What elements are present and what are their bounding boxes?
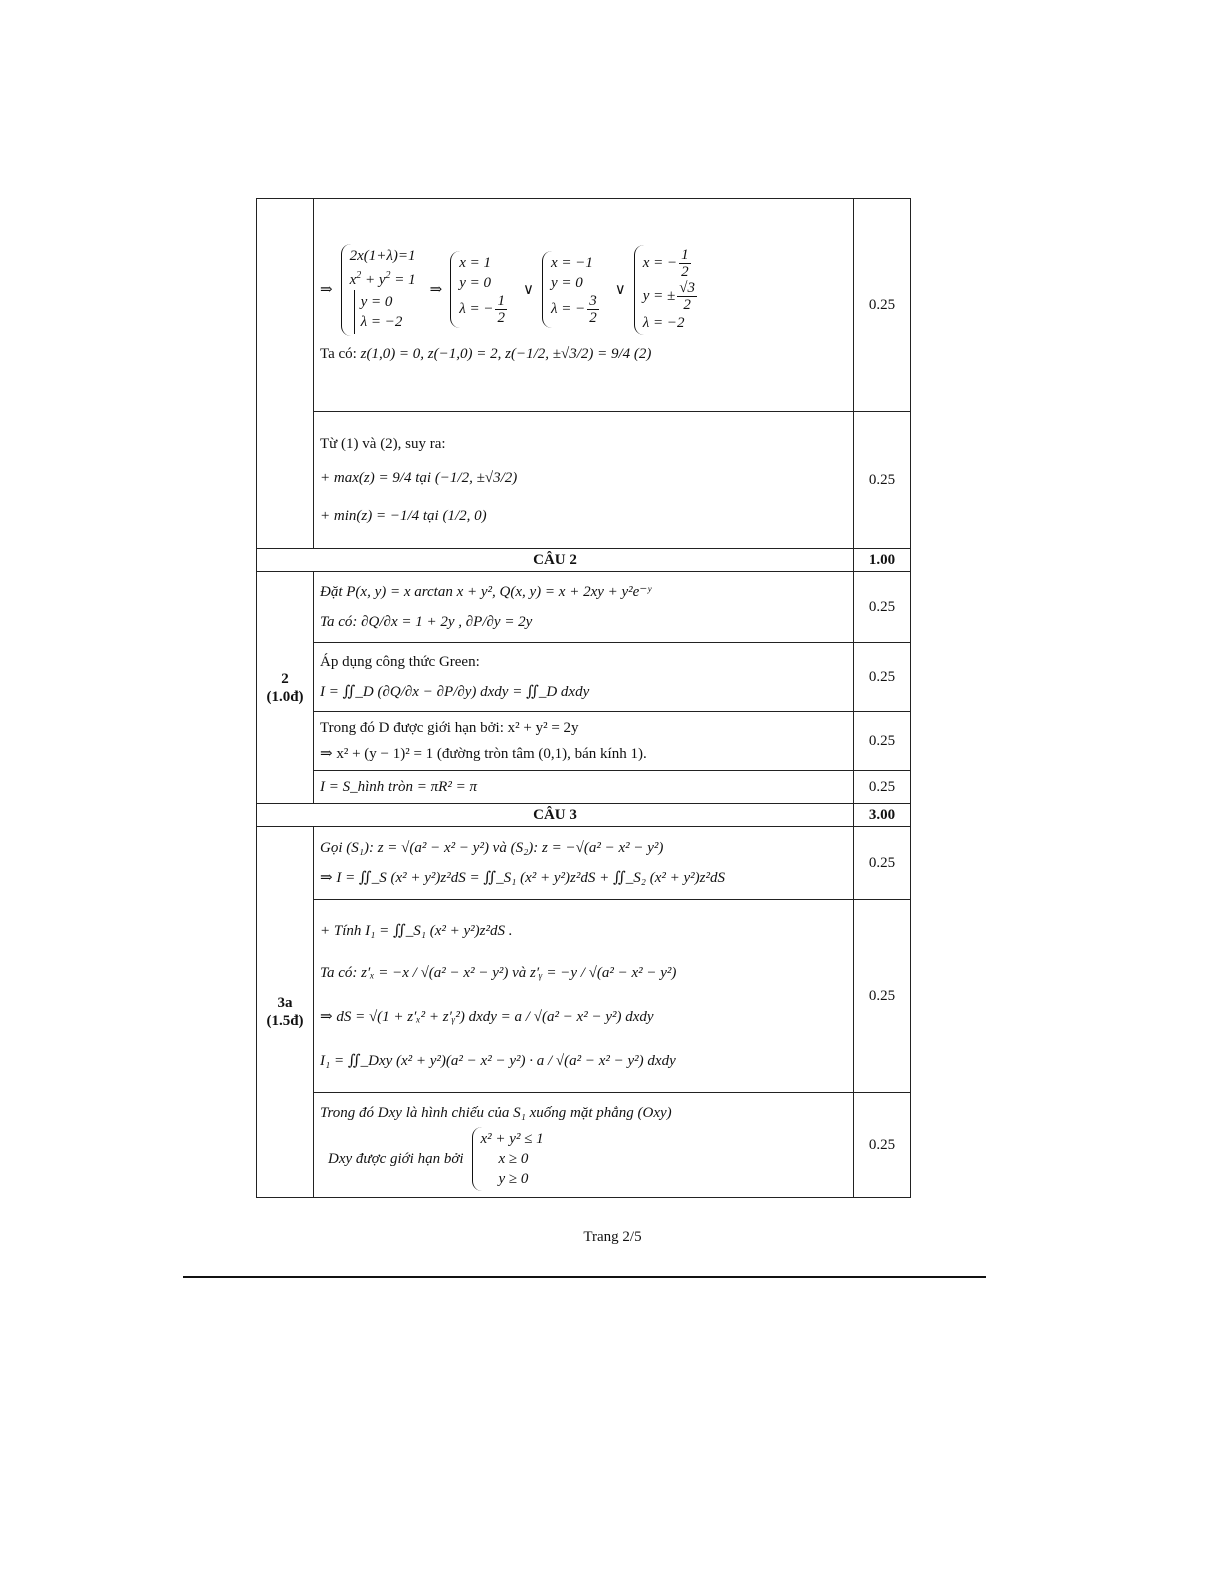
projection-line: Trong đó Dxy là hình chiếu của S₁ xuống mặt phẳng (Oxy) bbox=[320, 1104, 672, 1121]
region-condition: x² + y² ≤ 1 bbox=[480, 1130, 544, 1147]
table-row bbox=[257, 827, 911, 900]
page-number: Trang 2/5 bbox=[583, 1229, 642, 1245]
score-cell: 0.25 bbox=[854, 900, 911, 1093]
ta-co-expression: z(1,0) = 0, z(−1,0) = 2, z(−1/2, ±√3/2) = 9/4 (2) bbox=[360, 345, 652, 362]
content-cell bbox=[314, 900, 854, 1093]
question-cell bbox=[257, 572, 314, 804]
table-row bbox=[257, 712, 911, 771]
system-of-equations: ⇒ 2x(1+λ)=1 $x^2 + y^2 = 1$ y = 0 λ = −2 ⇒ x = 1 y = 0 λ = − $\frac{1}{2}$ ∨ x = −1 y = 0 λ = − $\frac{3}{2}$ ∨ x = − $\frac{1}{2}$ y = ± $\frac{√3}{2}$ λ = −2 bbox=[320, 244, 847, 336]
question-cell bbox=[257, 827, 314, 1198]
score-cell: 0.25 bbox=[854, 712, 911, 771]
section-score: 3.00 bbox=[854, 804, 911, 827]
conclusion-intro: Từ (1) và (2), suy ra: bbox=[320, 436, 446, 452]
derivative-line: Ta có: ∂Q/∂x = 1 + 2y , ∂P/∂y = 2y bbox=[320, 614, 533, 630]
table-row bbox=[257, 199, 911, 412]
content-cell bbox=[314, 827, 854, 900]
green-title: Áp dụng công thức Green: bbox=[320, 654, 480, 670]
section-title: CÂU 2 bbox=[257, 549, 854, 572]
table-row bbox=[257, 900, 911, 1093]
compute-i1: + Tính I₁ = ∬_S₁ (x² + y²)z²dS . bbox=[320, 923, 513, 939]
score-cell: 0.25 bbox=[854, 1093, 911, 1198]
max-line: + max(z) = 9/4 tại (−1/2, ±√3/2) bbox=[320, 470, 518, 486]
table-row bbox=[257, 1093, 911, 1198]
content-cell bbox=[314, 1093, 854, 1198]
content-cell bbox=[314, 412, 854, 549]
question-points: (1.5đ) bbox=[266, 1013, 304, 1029]
region-system bbox=[320, 1127, 847, 1191]
score-cell: 0.25 bbox=[854, 572, 911, 643]
content-cell bbox=[314, 771, 854, 804]
content-cell bbox=[314, 643, 854, 712]
table-row bbox=[257, 771, 911, 804]
region-label: Dxy được giới hạn bởi bbox=[328, 1150, 464, 1167]
domain-line: Trong đó D được giới hạn bởi: x² + y² = 2y bbox=[320, 720, 579, 736]
score-cell: 0.25 bbox=[854, 771, 911, 804]
content-cell bbox=[314, 712, 854, 771]
section-score: 1.00 bbox=[854, 549, 911, 572]
question-cell-empty bbox=[257, 199, 314, 549]
section-title: CÂU 3 bbox=[257, 804, 854, 827]
question-number: 2 bbox=[281, 670, 289, 687]
question-number: 3a bbox=[277, 995, 293, 1011]
definition-line: Đặt P(x, y) = x arctan x + y², Q(x, y) = x + 2xy + y²e⁻ʸ bbox=[320, 584, 652, 600]
region-condition: x ≥ 0 bbox=[498, 1150, 529, 1167]
area-result: I = S_hình tròn = πR² = π bbox=[320, 779, 477, 795]
ta-co-line bbox=[320, 344, 847, 364]
score-cell: 0.25 bbox=[854, 199, 911, 412]
min-line: + min(z) = −1/4 tại (1/2, 0) bbox=[320, 508, 487, 524]
page-divider bbox=[183, 1276, 986, 1278]
score-cell: 0.25 bbox=[854, 643, 911, 712]
score-cell: 0.25 bbox=[854, 827, 911, 900]
table-row bbox=[257, 572, 911, 643]
content-cell bbox=[314, 199, 854, 412]
score-cell: 0.25 bbox=[854, 412, 911, 549]
circle-line: ⇒ x² + (y − 1)² = 1 (đường tròn tâm (0,1), bán kính 1). bbox=[320, 746, 647, 762]
section-header-row bbox=[257, 549, 911, 572]
ta-co-label: Ta có: bbox=[320, 345, 357, 362]
question-points: (1.0đ) bbox=[266, 688, 304, 705]
table-row bbox=[257, 412, 911, 549]
section-header-row bbox=[257, 804, 911, 827]
i1-formula: I₁ = ∬_Dxy (x² + y²)(a² − x² − y²) · a / √(a² − x² − y²) dxdy bbox=[320, 1053, 676, 1069]
ds-formula: ⇒ dS = √(1 + z′ₓ² + z′ᵧ²) dxdy = a / √(a² − x² − y²) dxdy bbox=[320, 1009, 654, 1025]
integral-split: ⇒ I = ∬_S (x² + y²)z²dS = ∬_S₁ (x² + y²)z²dS + ∬_S₂ (x² + y²)z²dS bbox=[320, 870, 725, 886]
content-cell bbox=[314, 572, 854, 643]
green-formula: I = ∬_D (∂Q/∂x − ∂P/∂y) dxdy = ∬_D dxdy bbox=[320, 684, 590, 700]
table-row bbox=[257, 643, 911, 712]
partial-derivatives: Ta có: z′ₓ = −x / √(a² − x² − y²) và z′ᵧ = −y / √(a² − x² − y²) bbox=[320, 965, 677, 981]
surface-definition: Gọi (S₁): z = √(a² − x² − y²) và (S₂): z = −√(a² − x² − y²) bbox=[320, 840, 664, 856]
region-condition: y ≥ 0 bbox=[498, 1170, 529, 1187]
answer-table bbox=[256, 198, 911, 1198]
